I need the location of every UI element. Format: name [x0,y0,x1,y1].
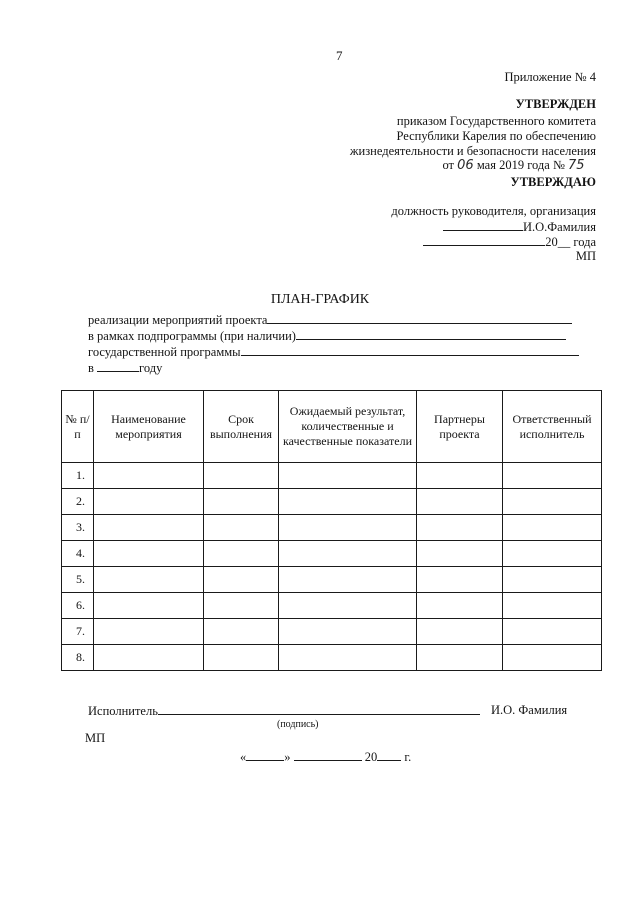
approve-name: И.О.Фамилия [522,220,596,234]
cell-event-name[interactable] [94,515,204,541]
cell-partners[interactable] [417,541,503,567]
footer-date-line [240,749,411,765]
date-quote-close: » [284,750,291,764]
date-day-handwritten: 06 [457,158,474,173]
year-suffix-blank [377,749,401,761]
row-number: 1. [62,463,94,489]
approve-date-line [423,234,596,250]
cell-expected-result[interactable] [279,567,417,593]
day-blank [246,749,284,761]
cell-event-name[interactable] [94,645,204,671]
approved-line-2: Республики Карелия по обеспечению [396,129,596,143]
cell-deadline[interactable] [204,489,279,515]
executor-name: И.О. Фамилия [491,703,568,717]
plan-line-2 [88,328,566,344]
plan-line-4 [88,360,162,376]
cell-responsible[interactable] [503,489,602,515]
plan-line-4-suffix: году [139,361,163,375]
approved-line-1: приказом Государственного комитета [396,114,596,128]
table-row [62,619,602,645]
cell-expected-result[interactable] [279,463,417,489]
cell-event-name[interactable] [94,541,204,567]
subprogram-blank [296,328,566,340]
appendix-label: Приложение № 4 [504,70,596,84]
cell-expected-result[interactable] [279,619,417,645]
table-row [62,489,602,515]
cell-event-name[interactable] [94,593,204,619]
table-row [62,463,602,489]
signature-hint: (подпись) [277,719,319,730]
month-blank [294,749,362,761]
approved-line-3: жизнедеятельности и безопасности населения [349,144,596,158]
cell-deadline[interactable] [204,619,279,645]
cell-partners[interactable] [417,619,503,645]
footer-year-suffix: г. [404,750,412,764]
date-blank [423,234,545,246]
table-row [62,515,602,541]
cell-event-name[interactable] [94,463,204,489]
cell-deadline[interactable] [204,593,279,619]
row-number: 8. [62,645,94,671]
header-number: № п/п [62,391,94,463]
footer-stamp: МП [85,731,106,745]
row-number: 2. [62,489,94,515]
order-number-handwritten: 75 [568,158,585,173]
table-row [62,645,602,671]
cell-deadline[interactable] [204,567,279,593]
plan-title: ПЛАН-ГРАФИК [270,292,370,307]
header-expected-result: Ожидаемый результат, количественные и качественные показатели [279,391,417,463]
cell-partners[interactable] [417,489,503,515]
project-name-blank [267,312,572,324]
date-quote-open: « [240,750,247,764]
cell-deadline[interactable] [204,463,279,489]
plan-line-1 [88,312,572,328]
cell-expected-result[interactable] [279,541,417,567]
page-number: 7 [336,48,343,63]
program-blank [241,344,579,356]
header-deadline: Срок выполнения [204,391,279,463]
table-row [62,567,602,593]
cell-expected-result[interactable] [279,515,417,541]
cell-responsible[interactable] [503,593,602,619]
row-number: 6. [62,593,94,619]
header-partners: Партнеры проекта [417,391,503,463]
plan-line-2-label: в рамках подпрограммы (при наличии) [88,329,296,343]
plan-line-1-label: реализации мероприятий проекта [88,313,268,327]
cell-partners[interactable] [417,593,503,619]
cell-partners[interactable] [417,567,503,593]
cell-expected-result[interactable] [279,645,417,671]
cell-deadline[interactable] [204,541,279,567]
cell-responsible[interactable] [503,645,602,671]
header-event-name: Наименование мероприятия [94,391,204,463]
plan-line-3 [88,344,579,360]
plan-line-3-label: государственной программы [88,345,241,359]
cell-partners[interactable] [417,645,503,671]
approve-position: должность руководителя, организация [391,204,596,218]
approve-year: 20__ года [545,235,596,249]
row-number: 7. [62,619,94,645]
plan-table [61,390,602,671]
row-number: 5. [62,567,94,593]
cell-responsible[interactable] [503,619,602,645]
cell-event-name[interactable] [94,567,204,593]
row-number: 3. [62,515,94,541]
approved-date-line [442,158,596,173]
cell-responsible[interactable] [503,567,602,593]
year-blank [97,360,139,372]
approved-title: УТВЕРЖДЕН [515,97,596,111]
signature-blank [443,219,523,231]
date-middle: мая 2019 года № [476,158,565,172]
cell-responsible[interactable] [503,541,602,567]
table-row [62,541,602,567]
table-row [62,593,602,619]
cell-expected-result[interactable] [279,489,417,515]
executor-signature-blank [158,703,480,715]
cell-responsible[interactable] [503,463,602,489]
cell-deadline[interactable] [204,515,279,541]
executor-label: Исполнитель [88,704,158,718]
cell-deadline[interactable] [204,645,279,671]
approve-stamp: МП [575,249,596,263]
cell-responsible[interactable] [503,515,602,541]
plan-line-4-prefix: в [88,361,94,375]
executor-line [88,703,480,719]
approve-name-line [443,219,596,235]
cell-partners[interactable] [417,515,503,541]
row-number: 4. [62,541,94,567]
cell-expected-result[interactable] [279,593,417,619]
header-responsible: Ответственный исполнитель [503,391,602,463]
cell-partners[interactable] [417,463,503,489]
cell-event-name[interactable] [94,489,204,515]
footer-year: 20 [364,750,378,764]
cell-event-name[interactable] [94,619,204,645]
date-prefix: от [442,158,455,172]
approve-title: УТВЕРЖДАЮ [510,175,596,189]
table-header-row [62,391,602,463]
